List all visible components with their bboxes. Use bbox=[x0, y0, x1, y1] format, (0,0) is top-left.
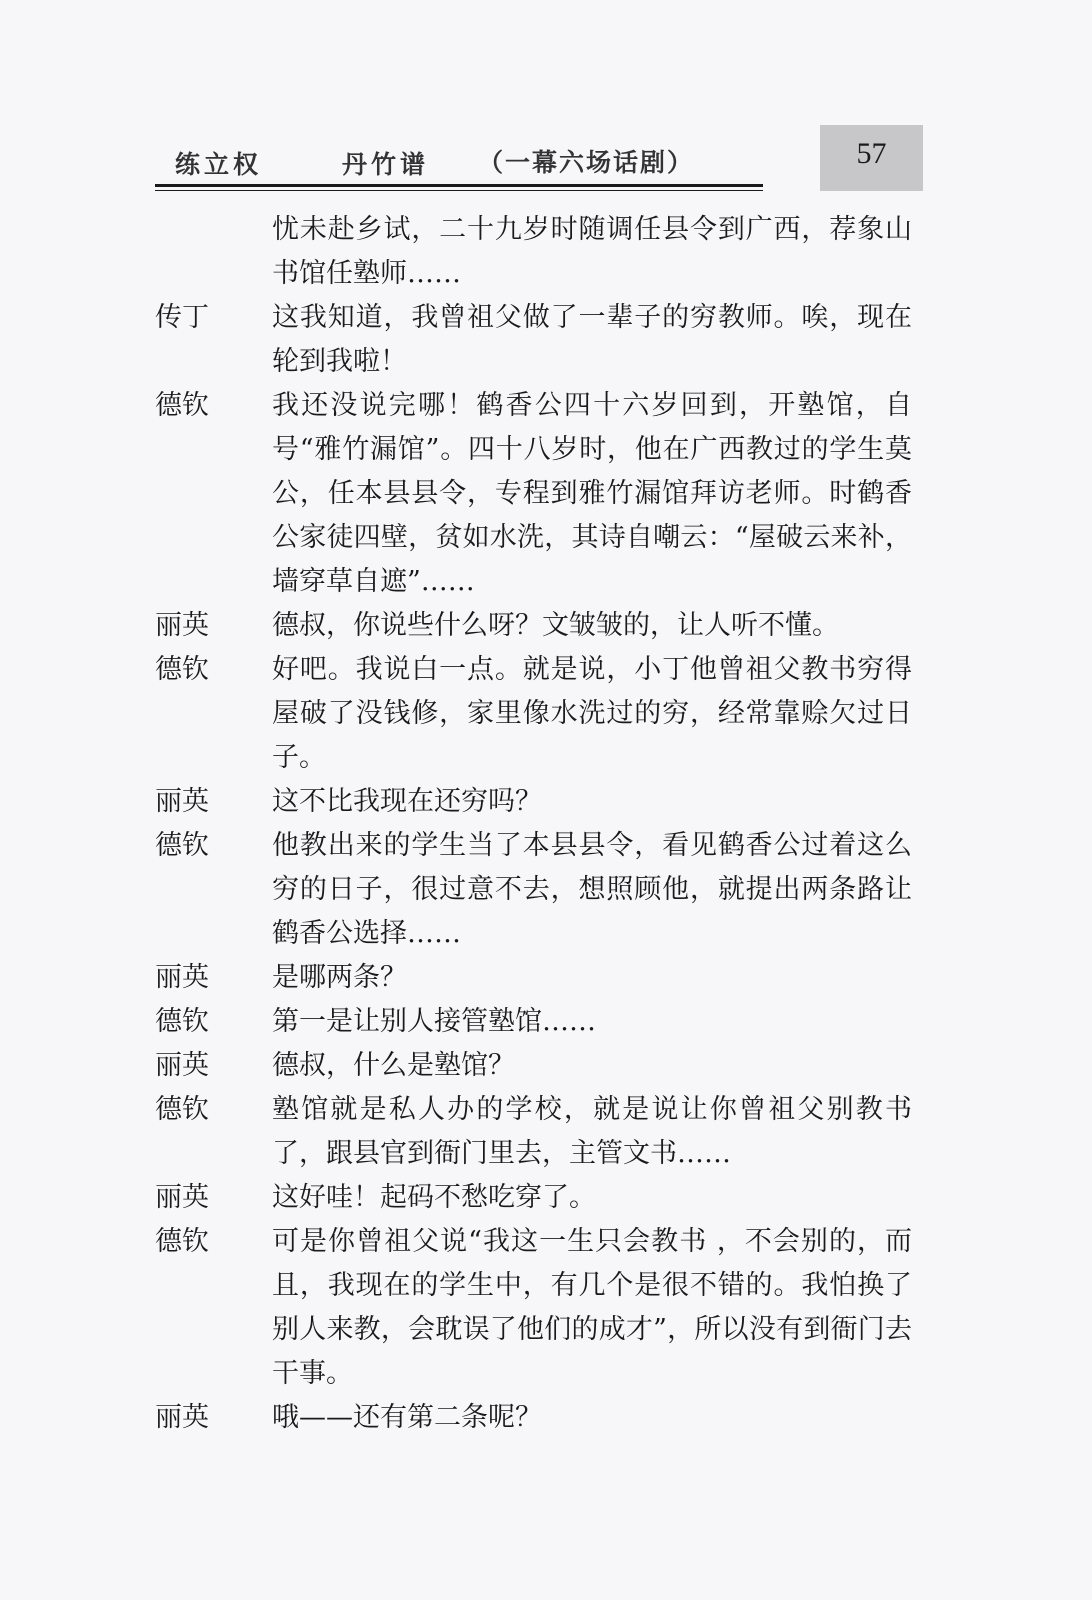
speaker-name: 丽英 bbox=[155, 610, 209, 641]
speaker-name: 传丁 bbox=[155, 302, 209, 333]
page-number-box bbox=[820, 125, 923, 191]
dialogue-line: 德叔，你说些什么呀？文皱皱的，让人听不懂。 bbox=[272, 610, 839, 641]
dialogue-line: 是哪两条？ bbox=[272, 962, 407, 993]
header-author: 练立权 bbox=[175, 150, 263, 179]
dialogue-entry bbox=[155, 1088, 925, 1176]
page-number: 57 bbox=[856, 137, 887, 170]
dialogue-line: 他教出来的学生当了本县县令，看见鹤香公过着这么穷的日子，很过意不去，想照顾他，就提出两条路让鹤香公选择…… bbox=[272, 830, 912, 949]
running-header bbox=[155, 125, 925, 195]
dialogue-line: 塾馆就是私人办的学校，就是说让你曾祖父别教书了，跟县官到衙门里去，主管文书…… bbox=[272, 1094, 912, 1169]
speaker-name: 德钦 bbox=[155, 830, 209, 861]
dialogue-entry bbox=[155, 648, 925, 780]
speaker-name: 丽英 bbox=[155, 1182, 209, 1213]
dialogue-entry bbox=[155, 604, 925, 648]
dialogue-entry bbox=[155, 208, 925, 296]
dialogue-entry bbox=[155, 1000, 925, 1044]
dialogue-line: 忧未赴乡试，二十九岁时随调任县令到广西，荐象山书馆任塾师…… bbox=[272, 214, 912, 289]
speaker-name bbox=[155, 208, 272, 296]
dialogue-line: 好吧。我说白一点。就是说，小丁他曾祖父教书穷得屋破了没钱修，家里像水洗过的穷，经常靠赊欠过日子。 bbox=[272, 654, 912, 773]
dialogue-line: 这不比我现在还穷吗？ bbox=[272, 786, 542, 817]
speaker-name: 丽英 bbox=[155, 1402, 209, 1433]
speaker-name: 德钦 bbox=[155, 390, 209, 421]
dialogue-entry bbox=[155, 1044, 925, 1088]
dialogue-line: 可是你曾祖父说“我这一生只会教书 ，不会别的，而且，我现在的学生中，有几个是很不错的。我怕换了别人来教，会耽误了他们的成才”，所以没有到衙门去干事。 bbox=[272, 1226, 912, 1389]
speaker-name: 丽英 bbox=[155, 786, 209, 817]
speaker-name: 德钦 bbox=[155, 654, 209, 685]
header-subtitle: （一幕六场话剧） bbox=[478, 148, 695, 177]
dialogue-body bbox=[155, 208, 925, 1440]
header-rule-thin bbox=[155, 190, 763, 191]
dialogue-entry bbox=[155, 384, 925, 604]
dialogue-entry bbox=[155, 956, 925, 1000]
speaker-name: 德钦 bbox=[155, 1006, 209, 1037]
dialogue-line: 我还没说完哪！鹤香公四十六岁回到，开塾馆，自号“雅竹漏馆”。四十八岁时，他在广西教过的学生莫公，任本县县令，专程到雅竹漏馆拜访老师。时鹤香公家徒四壁，贫如水洗，其诗自嘲云：“屋破云来补，墙穿草自遮”…… bbox=[272, 390, 912, 597]
dialogue-entry bbox=[155, 780, 925, 824]
dialogue-entry bbox=[155, 1396, 925, 1440]
dialogue-line: 这我知道，我曾祖父做了一辈子的穷教师。唉，现在轮到我啦！ bbox=[272, 302, 912, 377]
dialogue-entry bbox=[155, 824, 925, 956]
dialogue-entry bbox=[155, 1176, 925, 1220]
header-rule-thick bbox=[155, 184, 763, 187]
speaker-name: 丽英 bbox=[155, 1050, 209, 1081]
speaker-name: 丽英 bbox=[155, 962, 209, 993]
dialogue-line: 这好哇！起码不愁吃穿了。 bbox=[272, 1182, 596, 1213]
dialogue-line: 哦——还有第二条呢？ bbox=[272, 1402, 542, 1433]
header-title: 丹竹谱 bbox=[342, 150, 430, 179]
dialogue-entry bbox=[155, 296, 925, 384]
dialogue-line: 德叔，什么是塾馆？ bbox=[272, 1050, 515, 1081]
speaker-name: 德钦 bbox=[155, 1094, 209, 1125]
speaker-name: 德钦 bbox=[155, 1226, 209, 1257]
dialogue-line: 第一是让别人接管塾馆…… bbox=[272, 1006, 596, 1037]
dialogue-entry bbox=[155, 1220, 925, 1396]
